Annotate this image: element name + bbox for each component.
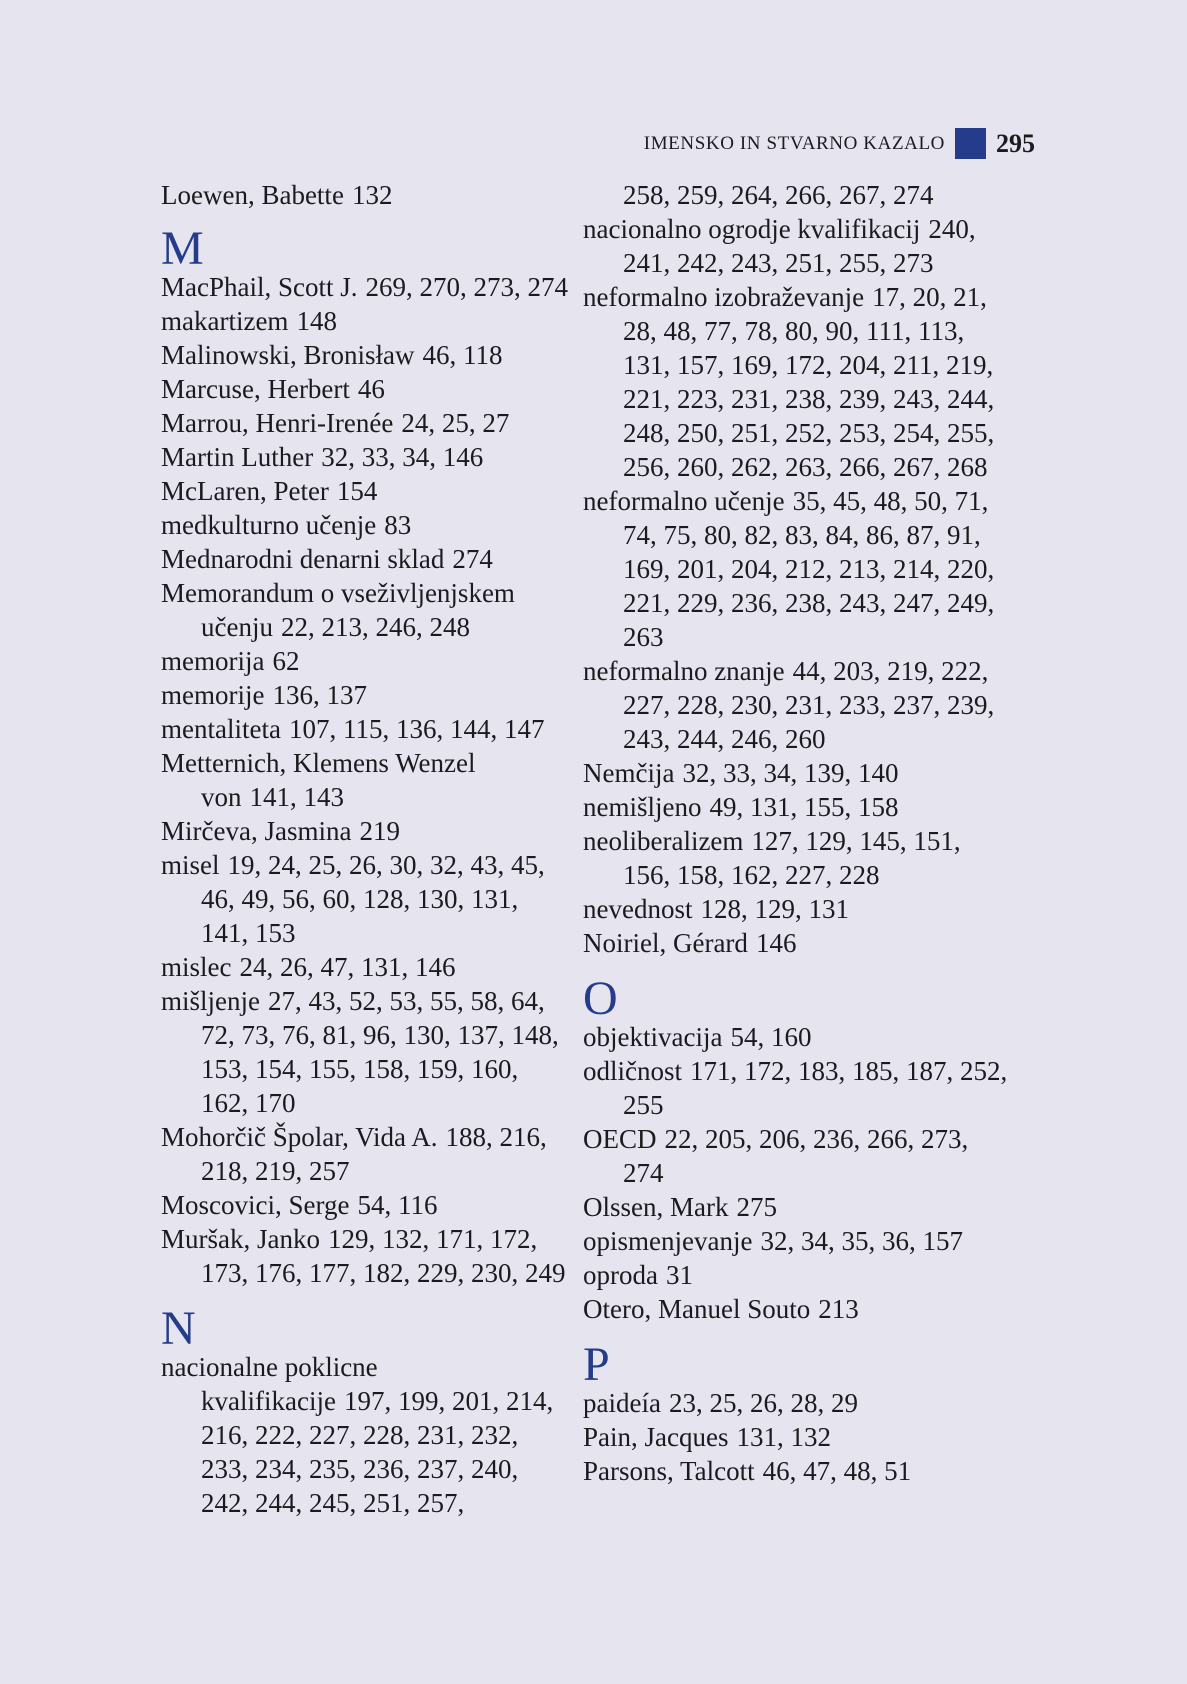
index-entry <box>161 984 571 1120</box>
index-entry <box>583 756 1013 790</box>
index-entry <box>161 1188 571 1222</box>
index-term: Nemčija <box>583 758 675 788</box>
index-pages: 24, 26, 47, 131, 146 <box>239 952 456 982</box>
running-header <box>644 128 1035 159</box>
index-pages: 46, 118 <box>422 340 503 370</box>
index-entry <box>583 1258 1013 1292</box>
index-entry <box>583 1190 1013 1224</box>
index-term: Olssen, Mark <box>583 1192 729 1222</box>
index-pages: 213 <box>818 1294 859 1324</box>
index-pages: 131, 132 <box>736 1422 831 1452</box>
index-pages: 44, 203, 219, 222, 227, 228, 230, 231, 233, 237, 239, 243, 244, 246, 260 <box>623 656 995 754</box>
index-entry <box>161 576 571 644</box>
index-entry <box>161 746 571 814</box>
index-entry <box>583 1420 1013 1454</box>
index-pages: 32, 33, 34, 139, 140 <box>682 758 899 788</box>
index-column-left <box>161 178 571 1520</box>
index-term: medkulturno učenje <box>161 510 377 540</box>
index-term: neoliberalizem <box>583 826 744 856</box>
index-entry <box>161 542 571 576</box>
index-pages: 35, 45, 48, 50, 71, 74, 75, 80, 82, 83, 84, 86, 87, 91, 169, 201, 204, 212, 213, 214, 220, 221, 229, 236, 238, 243, 247, 249, 263 <box>623 486 995 652</box>
index-pages: 46 <box>357 374 385 404</box>
index-pages: 22, 205, 206, 236, 266, 273, 274 <box>623 1124 969 1188</box>
index-entry <box>583 926 1013 960</box>
index-entry <box>583 1292 1013 1326</box>
index-pages: 132 <box>351 180 393 210</box>
index-term: mišljenje <box>161 986 260 1016</box>
index-pages: 17, 20, 21, 28, 48, 77, 78, 80, 90, 111, 113, 131, 157, 169, 172, 204, 211, 219, 221, 223, 231, 238, 239, 243, 244, 248, 250, 251, 252, 253, 254, 255, 256, 260, 262, 263, 266, 267, 268 <box>623 282 995 482</box>
index-term: Marrou, Henri-Irenée <box>161 408 394 438</box>
index-entry <box>161 270 571 304</box>
index-entry <box>161 950 571 984</box>
index-entry <box>161 440 571 474</box>
index-term: mentaliteta <box>161 714 281 744</box>
index-entry <box>161 338 571 372</box>
index-term: Martin Luther <box>161 442 314 472</box>
index-entry <box>161 678 571 712</box>
index-term: opismenjevanje <box>583 1226 753 1256</box>
index-term: Malinowski, Bronisław <box>161 340 415 370</box>
index-term: objektivacija <box>583 1022 723 1052</box>
index-term: Mirčeva, Jasmina <box>161 816 352 846</box>
index-term: Mohorčič Špolar, Vida A. <box>161 1122 438 1152</box>
index-entry <box>583 1122 1013 1190</box>
index-pages: 54, 116 <box>357 1190 438 1220</box>
index-term: MacPhail, Scott J. <box>161 272 358 302</box>
index-entry <box>583 654 1013 756</box>
index-term: neformalno izobraževanje <box>583 282 865 312</box>
index-entry <box>161 1120 571 1188</box>
index-entry <box>583 484 1013 654</box>
index-entry <box>161 848 571 950</box>
index-entry <box>161 1350 571 1520</box>
index-term: Mednarodni denarni sklad <box>161 544 445 574</box>
index-pages: 24, 25, 27 <box>401 408 510 438</box>
index-term: makartizem <box>161 306 289 336</box>
index-pages: 32, 34, 35, 36, 157 <box>760 1226 963 1256</box>
index-entry <box>583 1054 1013 1122</box>
index-entry <box>161 508 571 542</box>
index-pages: 171, 172, 183, 185, 187, 252, 255 <box>623 1056 1008 1120</box>
running-title: IMENSKO IN STVARNO KAZALO <box>643 132 945 154</box>
index-entry <box>583 824 1013 892</box>
index-pages: 107, 115, 136, 144, 147 <box>288 714 545 744</box>
index-entry <box>161 814 571 848</box>
index-pages: 141, 143 <box>249 782 344 812</box>
index-pages: 27, 43, 52, 53, 55, 58, 64, 72, 73, 76, 81, 96, 130, 137, 148, 153, 154, 155, 158, 159, 160, 162, 170 <box>201 986 559 1118</box>
index-pages: 49, 131, 155, 158 <box>709 792 899 822</box>
section-letter: M <box>161 222 204 275</box>
index-term: nacionalno ogrodje kvalifikacij <box>583 214 921 244</box>
index-entry <box>161 406 571 440</box>
index-term: Parsons, Talcott <box>583 1456 755 1486</box>
index-entry <box>583 790 1013 824</box>
index-pages: 219 <box>359 816 400 846</box>
index-pages: 127, 129, 145, 151, 156, 158, 162, 227, 228 <box>623 826 961 890</box>
page-number: 295 <box>996 128 1035 158</box>
index-entry <box>583 1386 1013 1420</box>
index-pages: 197, 199, 201, 214, 216, 222, 227, 228, 231, 232, 233, 234, 235, 236, 237, 240, 242, 244, 245, 251, 257, <box>201 1386 554 1518</box>
index-term: nemišljeno <box>583 792 702 822</box>
index-term: McLaren, Peter <box>161 476 329 506</box>
section-letter: O <box>583 972 618 1025</box>
index-entry <box>583 212 1013 280</box>
index-entry <box>161 304 571 338</box>
index-entry <box>583 280 1013 484</box>
index-term: misel <box>161 850 220 880</box>
index-pages: 154 <box>336 476 378 506</box>
index-pages: 136, 137 <box>272 680 367 710</box>
index-term: Metternich, Klemens Wenzel von <box>161 748 476 812</box>
index-term: neformalno učenje <box>583 486 785 516</box>
index-pages: 129, 132, 171, 172, 173, 176, 177, 182, 229, 230, 249 <box>201 1224 566 1288</box>
index-pages: 83 <box>384 510 412 540</box>
index-term: oproda <box>583 1260 658 1290</box>
section-letter: N <box>161 1302 196 1355</box>
index-entry <box>583 1454 1013 1488</box>
index-term: Loewen, Babette <box>161 180 344 210</box>
square-marker-icon <box>955 128 986 159</box>
index-term: Muršak, Janko <box>161 1224 320 1254</box>
index-pages: 62 <box>272 646 300 676</box>
index-entry <box>161 474 571 508</box>
index-column-right <box>583 178 1013 1488</box>
index-term: OECD <box>583 1124 657 1154</box>
index-term: Otero, Manuel Souto <box>583 1294 811 1324</box>
index-entry <box>161 1222 571 1290</box>
index-pages: 46, 47, 48, 51 <box>762 1456 912 1486</box>
index-pages: 19, 24, 25, 26, 30, 32, 43, 45, 46, 49, 56, 60, 128, 130, 131, 141, 153 <box>201 850 545 948</box>
index-entry <box>161 372 571 406</box>
index-term: memorija <box>161 646 265 676</box>
index-pages: 269, 270, 273, 274 <box>365 272 568 302</box>
index-entry-continuation <box>583 178 1013 212</box>
index-pages: 22, 213, 246, 248 <box>280 612 470 642</box>
index-pages: 258, 259, 264, 266, 267, 274 <box>623 180 934 210</box>
index-pages: 274 <box>452 544 493 574</box>
index-entry <box>583 1020 1013 1054</box>
index-term: memorije <box>161 680 265 710</box>
index-entry <box>161 178 571 212</box>
index-entry <box>583 1224 1013 1258</box>
index-term: Marcuse, Herbert <box>161 374 350 404</box>
index-term: nacionalne poklicne kvalifikacije <box>161 1352 378 1416</box>
index-entry <box>161 712 571 746</box>
section-letter: P <box>583 1338 610 1391</box>
index-pages: 146 <box>755 928 797 958</box>
index-pages: 31 <box>665 1260 693 1290</box>
index-term: nevednost <box>583 894 693 924</box>
index-entry <box>161 644 571 678</box>
index-pages: 32, 33, 34, 146 <box>321 442 484 472</box>
index-pages: 54, 160 <box>730 1022 812 1052</box>
index-term: Memorandum o vseživljenjskem učenju <box>161 578 515 642</box>
index-pages: 188, 216, 218, 219, 257 <box>201 1122 547 1186</box>
index-entry <box>583 892 1013 926</box>
index-term: odličnost <box>583 1056 682 1086</box>
index-pages: 128, 129, 131 <box>700 894 849 924</box>
index-term: mislec <box>161 952 232 982</box>
index-term: Noiriel, Gérard <box>583 928 748 958</box>
index-pages: 275 <box>736 1192 777 1222</box>
index-pages: 23, 25, 26, 28, 29 <box>668 1388 858 1418</box>
index-term: Moscovici, Serge <box>161 1190 350 1220</box>
index-pages: 148 <box>296 306 337 336</box>
index-term: neformalno znanje <box>583 656 785 686</box>
index-term: Pain, Jacques <box>583 1422 729 1452</box>
index-pages: 240, 241, 242, 243, 251, 255, 273 <box>623 214 976 278</box>
index-term: paideía <box>583 1388 661 1418</box>
